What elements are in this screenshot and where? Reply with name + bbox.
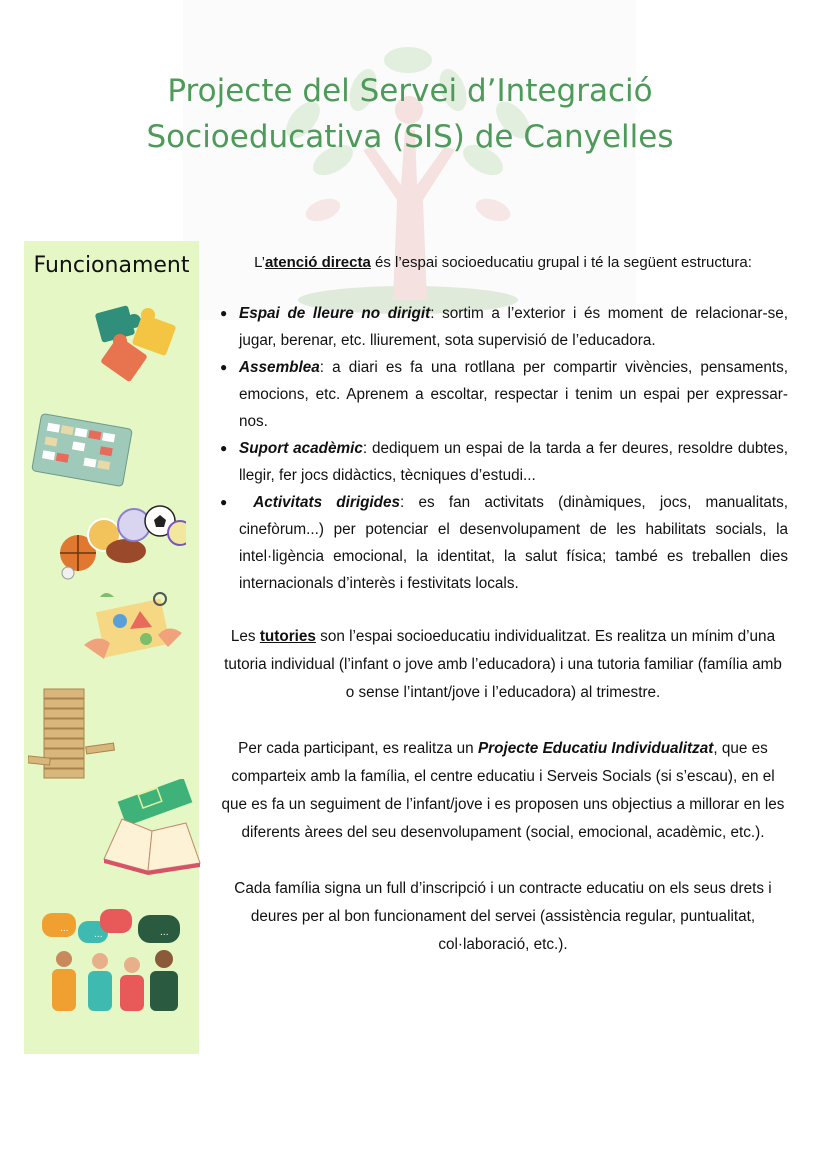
sidebar-heading: Funcionament xyxy=(33,253,190,278)
inscripcio-paragraph: Cada família signa un full d’inscripció i un contracte educatiu on els seus drets i deures per al bon funcionament del servei (assistència regular, puntualitat, col·laboració, etc.). xyxy=(234,880,772,953)
list-item xyxy=(218,300,788,354)
crafts-icon xyxy=(80,587,186,663)
tutories-rest: son l’espai socioeducatiu individualitzat. Es realitza un mínim d’una tutoria individual (l’infant o jove amb l’educadora) i una tutoria familiar (família amb o sense l’intant/jove i l’educadora) al trimestre. xyxy=(224,628,782,701)
list-item xyxy=(218,489,788,597)
list-item-term: Activitats dirigides xyxy=(253,494,401,511)
intro-paragraph xyxy=(218,250,788,276)
intro-prefix: L’ xyxy=(254,254,265,271)
title-line-1: Projecte del Servei d’Integració xyxy=(167,73,653,109)
pei-prefix: Per cada participant, es realitza un xyxy=(238,740,478,757)
board-game-icon xyxy=(30,413,135,488)
page-title xyxy=(60,68,760,160)
svg-text:...: ... xyxy=(60,924,69,934)
title-line-2: Socioeducativa (SIS) de Canyelles xyxy=(146,119,674,155)
bullet-icon: ● xyxy=(220,495,228,509)
tutories-prefix: Les xyxy=(230,628,260,645)
bullet-icon: ● xyxy=(220,360,228,374)
main-content xyxy=(218,250,788,959)
svg-text:...: ... xyxy=(94,930,103,940)
tutories-paragraph xyxy=(218,623,788,707)
pei-bold-term: Projecte Educatiu Individualitzat xyxy=(477,740,714,757)
pei-rest: , que es comparteix amb la família, el centre educatiu i Serveis Socials (si s’escau), en el que es fa un seguiment de l’infant/jove i es proposen uns objectius a millorar en les diferents àrees del seu desenvolupament (social, emocional, acadèmic, etc.). xyxy=(221,740,785,841)
list-item-term: Espai de lleure no dirigit xyxy=(239,305,431,322)
list-item xyxy=(218,354,788,435)
tutories-bold-term: tutories xyxy=(259,628,316,645)
list-item-text: : es fan activitats (dinàmiques, jocs, manualitats, cinefòrum...) per potenciar el desenvolupament de les habilitats socials, la intel·ligència emocional, la identitat, la salut física; també es treballen dies internacionals d’interès i festivitats locals. xyxy=(239,494,789,592)
list-item-term: Suport acadèmic xyxy=(239,440,363,457)
list-item-text: : dediquem un espai de la tarda a fer deures, resoldre dubtes, llegir, fer jocs didàctics, tècniques d’estudi... xyxy=(239,440,789,484)
bullet-icon: ● xyxy=(220,306,228,320)
list-item-term: Assemblea xyxy=(239,359,320,376)
pei-paragraph xyxy=(218,735,788,847)
people-talking-icon xyxy=(38,905,188,1015)
sports-balls-icon xyxy=(56,503,186,581)
list-item-text: : a diari es fa una rotllana per compartir vivències, pensaments, emocions, etc. Aprenem a escoltar, respectar i tenim un espai per expressar-nos. xyxy=(239,359,788,430)
intro-rest: és l’espai socioeducatiu grupal i té la següent estructura: xyxy=(370,254,752,271)
bullet-icon: ● xyxy=(220,441,228,455)
list-item xyxy=(218,435,788,489)
svg-text:...: ... xyxy=(160,928,169,938)
puzzle-pieces-icon xyxy=(88,301,188,391)
wooden-tower-icon xyxy=(28,685,118,783)
structure-list xyxy=(218,300,788,597)
sidebar xyxy=(24,241,199,1054)
intro-bold-term: atenció directa xyxy=(264,254,371,271)
list-item-text: : sortim a l’exterior i és moment de relacionar-se, jugar, berenar, etc. lliurement, sota supervisió de l’educadora. xyxy=(239,305,788,349)
books-icon xyxy=(100,779,202,875)
